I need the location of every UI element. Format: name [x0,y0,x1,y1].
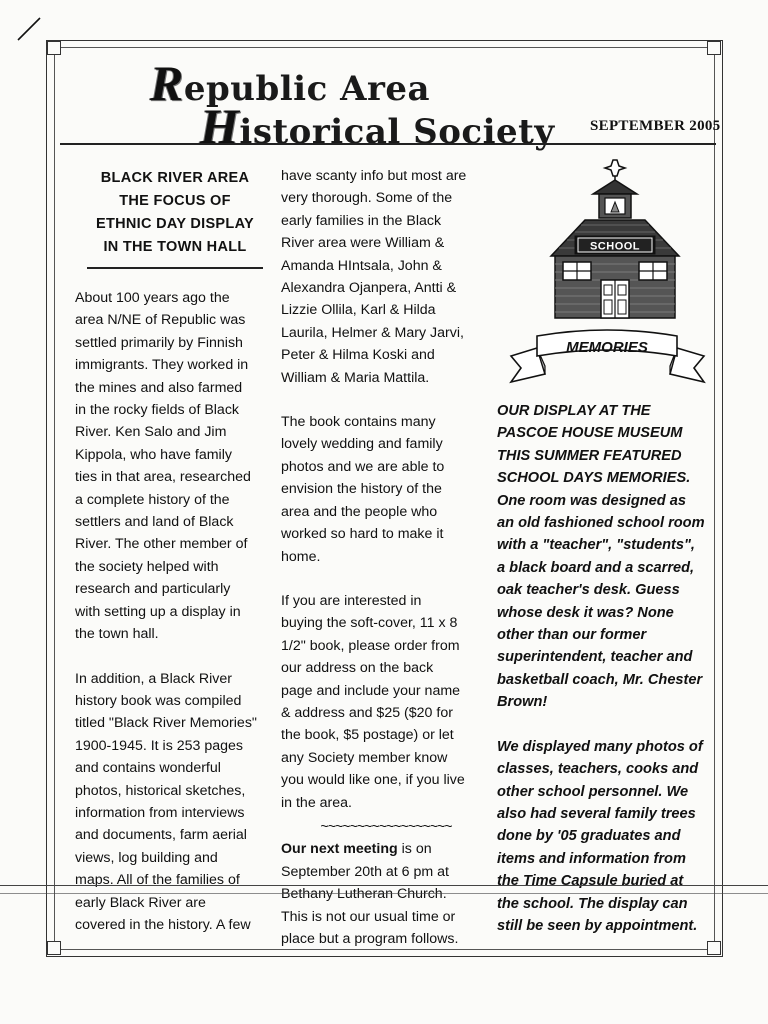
scroll-banner-icon [505,326,710,394]
col2-paragraph-2: The book contains many lovely wedding and family photos and we are able to envision the history of the area and the people who worked so hard to make it home. [281,414,445,565]
school-sign-text: SCHOOL [589,240,641,253]
col2-paragraph-3: If you are interested in buying the soft-cover, 11 x 8 1/2" book, please order from our address on the back page and include your name & address and $25 ($20 for the book, $5 postage) or let any Society member know you would like one, if you live in the area. [281,592,465,811]
banner-text: MEMORIES [566,339,648,356]
col3-paragraph-1: OUR DISPLAY AT THE PASCOE HOUSE MUSEUM THIS SUMMER FEATURED SCHOOL DAYS MEMORIES. One room was designed as an old fashioned school room with a "teacher", "students", a black board and a scarred, oak teacher's desk. Guess whose desk it was? None other than our former superintendent, teacher and basketball coach, Mr. Chester Brown! [497,403,705,711]
col1-paragraph-2: In addition, a Black River history book was compiled titled "Black River Memories" 1900-1945. It is 253 pages and contains wonderful photos, historical sketches, information from interviews and documents, farm aerial views, log building and maps. All of the families of early Black River are covered in the history. A few [75,670,257,933]
scan-line-1 [0,885,768,886]
headline-underline [87,267,263,269]
meeting-lead: Our next meeting [281,841,398,858]
issue-date: SEPTEMBER 2005 [590,118,721,134]
masthead-initial-r: R [150,55,184,111]
schoolhouse-icon [545,158,685,320]
col3-paragraph-2: We displayed many photos of classes, teachers, cooks and other school personnel. We also had several family trees done by '05 graduates and items and information from the Time Capsule buried at the school. The display can still be seen by appointment. [497,738,703,934]
scan-line-2 [0,893,768,894]
frame-corner-tl [47,41,61,55]
masthead-initial-h: H [200,98,240,154]
column-2 [281,165,491,950]
masthead-line1-text: epublic Area [183,69,431,109]
col1-paragraph-1: About 100 years ago the area N/NE of Republic was settled primarily by Finnish immigrants. They worked in the mines and also farmed in the rocky fields of Black River. Ken Salo and Jim Kippola, who have family ties in that area, researched a complete history of the settlers and land of Black River. The other member of the society helped with research and particularly with setting up a display in the town hall. [75,290,251,643]
meeting-notice [281,838,491,950]
masthead-line2-text: istorical Society [239,112,555,152]
article-headline: BLACK RIVER AREA THE FOCUS OF ETHNIC DAY DISPLAY IN THE TOWN HALL [96,170,254,255]
frame-corner-bl [47,941,61,955]
meeting-details: is on September 20th at 6 pm at Bethany Lutheran Church. This is not our usual time or place but a program follows. [281,841,459,947]
column-1 [75,167,275,936]
frame-corner-tr [707,41,721,55]
frame-corner-br [707,941,721,955]
col2-paragraph-1: have scanty info but most are very thorough. Some of the early families in the Black River area were William & Amanda HIntsala, John & Alexandra Ojanpera, Antti & Lizzie Ollila, Karl & Hilda Laurila, Helmer & Mary Jarvi, Peter & Hilma Koski and William & Maria Mattila. [281,168,467,386]
column-3 [497,400,722,937]
pen-mark [14,14,44,44]
masthead-rule [60,143,716,145]
section-divider: ~~~~~~~~~~~~~~~~~~ [320,818,452,835]
